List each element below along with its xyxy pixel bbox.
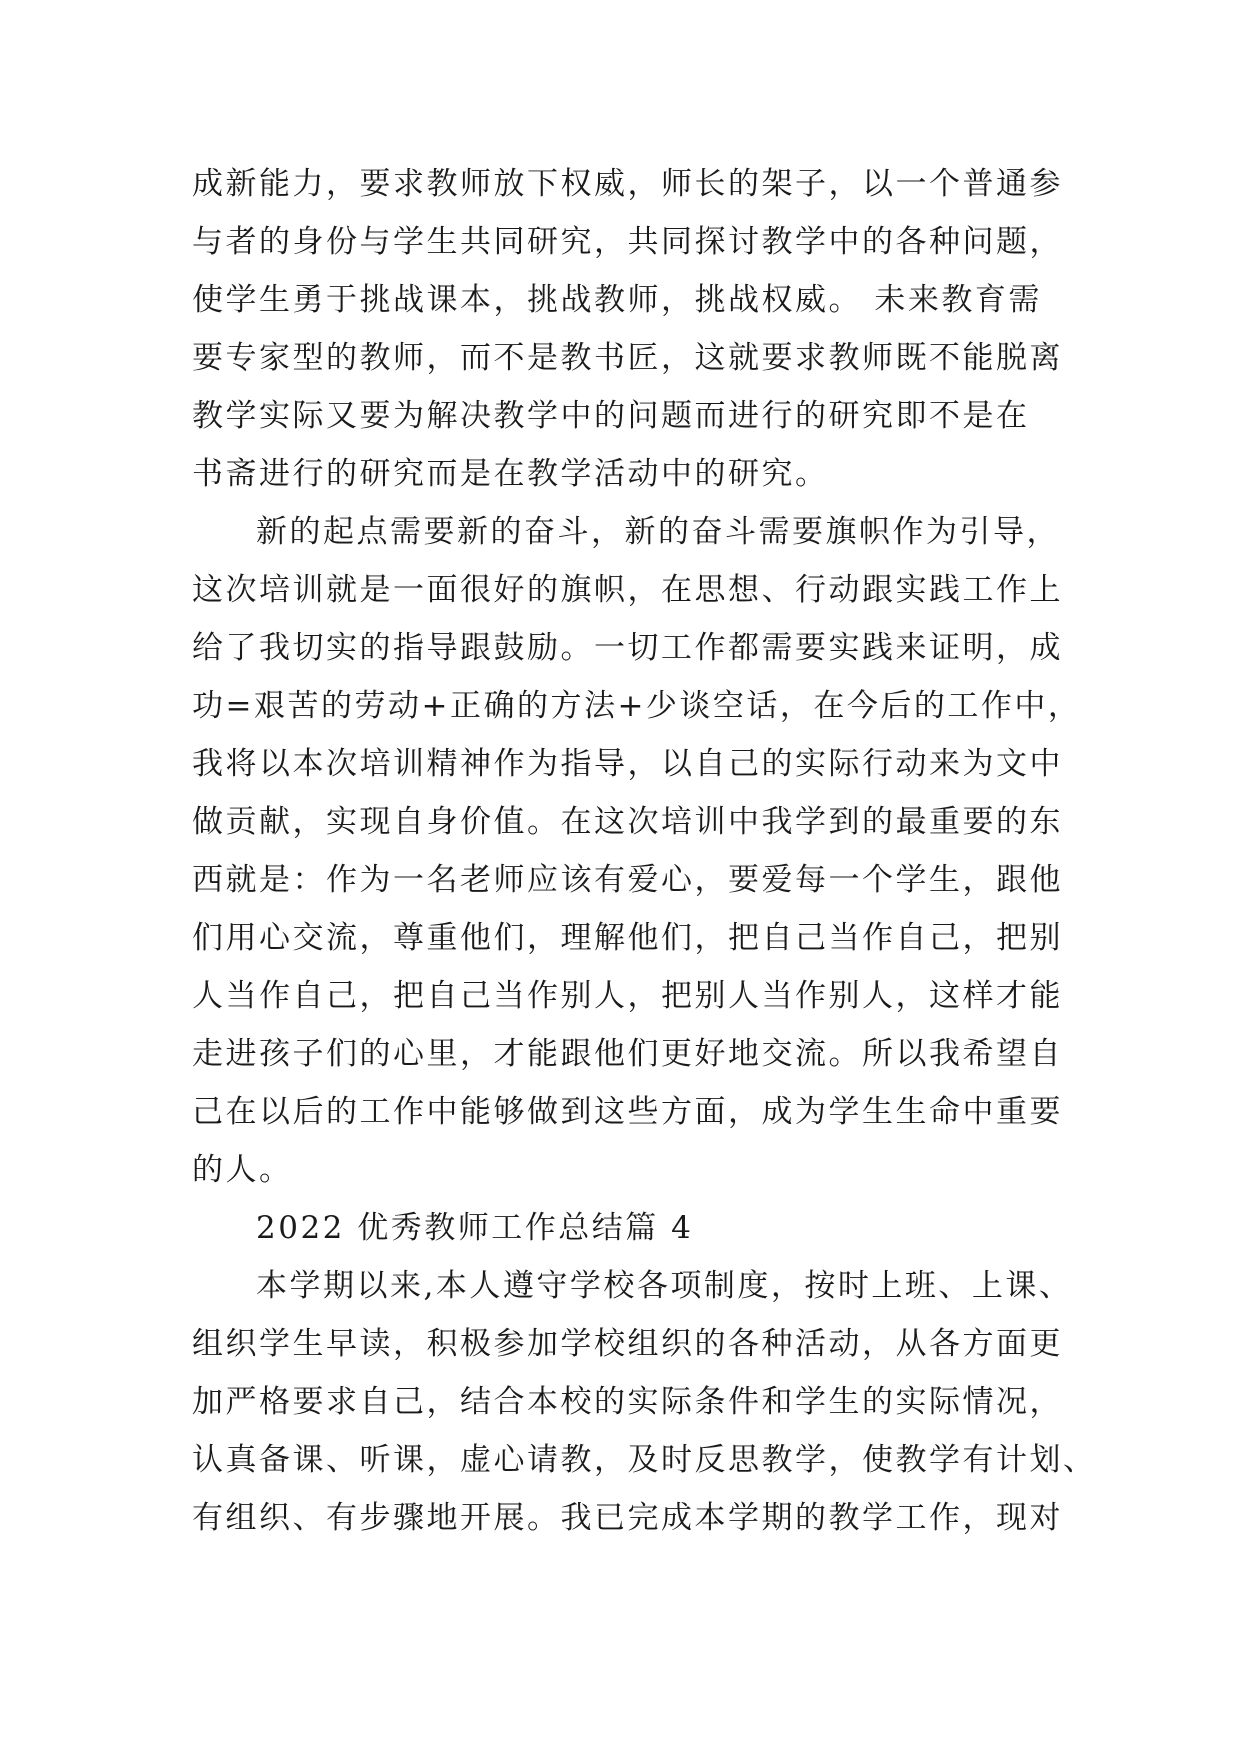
text-line: 给了我切实的指导跟鼓励。一切工作都需要实践来证明，成 (192, 630, 1063, 666)
text-line: 西就是：作为一名老师应该有爱心，要爱每一个学生，跟他 (192, 862, 1063, 898)
text-line: 成新能力，要求教师放下权威，师长的架子，以一个普通参 (192, 166, 1063, 202)
text-line: 要专家型的教师，而不是教书匠，这就要求教师既不能脱离 (192, 340, 1063, 376)
text-line: 这次培训就是一面很好的旗帜，在思想、行动跟实践工作上 (192, 572, 1063, 608)
paragraph-first-line: 本学期以来,本人遵守学校各项制度，按时上班、上课、 (256, 1268, 1073, 1304)
text-line: 功=艰苦的劳动+正确的方法+少谈空话，在今后的工作中， (192, 688, 1082, 724)
text-line: 己在以后的工作中能够做到这些方面，成为学生生命中重要 (192, 1094, 1063, 1130)
text-line: 的人。 (192, 1152, 293, 1188)
text-line: 们用心交流，尊重他们，理解他们，把自己当作自己，把别 (192, 920, 1063, 956)
text-line: 人当作自己，把自己当作别人，把别人当作别人，这样才能 (192, 978, 1063, 1014)
text-line: 使学生勇于挑战课本，挑战教师，挑战权威。 未来教育需 (192, 282, 1042, 318)
text-line: 走进孩子们的心里，才能跟他们更好地交流。所以我希望自 (192, 1036, 1063, 1072)
text-line: 书斋进行的研究而是在教学活动中的研究。 (192, 456, 829, 492)
text-line: 有组织、有步骤地开展。我已完成本学期的教学工作，现对 (192, 1500, 1063, 1536)
text-line: 与者的身份与学生共同研究，共同探讨教学中的各种问题， (192, 224, 1063, 260)
text-line: 组织学生早读，积极参加学校组织的各种活动，从各方面更 (192, 1326, 1063, 1362)
section-heading: 2022 优秀教师工作总结篇 4 (256, 1210, 694, 1246)
paragraph-first-line: 新的起点需要新的奋斗，新的奋斗需要旗帜作为引导， (256, 514, 1060, 550)
text-line: 做贡献，实现自身价值。在这次培训中我学到的最重要的东 (192, 804, 1063, 840)
text-line: 我将以本次培训精神作为指导，以自己的实际行动来为文中 (192, 746, 1063, 782)
text-line: 加严格要求自己，结合本校的实际条件和学生的实际情况， (192, 1384, 1063, 1420)
text-line: 教学实际又要为解决教学中的问题而进行的研究即不是在 (192, 398, 1030, 434)
text-line: 认真备课、听课，虚心请教，及时反思教学，使教学有计划、 (192, 1442, 1097, 1478)
